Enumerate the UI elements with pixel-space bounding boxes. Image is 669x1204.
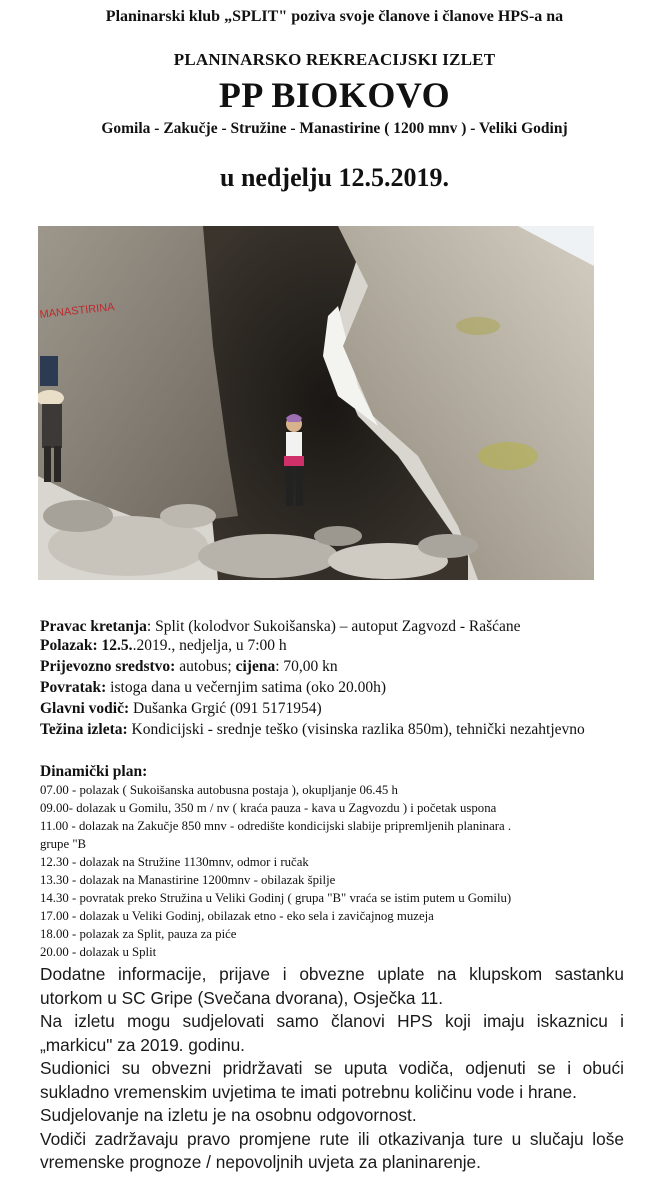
departure-row xyxy=(40,636,630,655)
cave-photo xyxy=(38,226,594,580)
transport-value: autobus; xyxy=(175,658,236,675)
plan-item: 20.00 - dolazak u Split xyxy=(40,945,157,959)
return-value: istoga dana u večernjim satima (oko 20.00h) xyxy=(106,679,387,696)
return-row xyxy=(40,678,630,697)
route-line: Gomila - Zakučje - Stružine - Manastirine ( 1200 mnv ) - Veliki Godinj xyxy=(101,120,568,137)
note-paragraph: Sudjelovanje na izletu je na osobnu odgovornost. xyxy=(40,1105,417,1125)
direction-label: Pravac kretanja xyxy=(40,618,147,635)
plan-label: Dinamički plan: xyxy=(40,763,148,780)
page-title: PP BIOKOVO xyxy=(218,75,451,115)
price-label: cijena xyxy=(235,658,276,675)
plan-item: 18.00 - polazak za Split, pauza za piće xyxy=(40,927,237,941)
price-value: : 70,00 kn xyxy=(275,658,338,675)
transport-row xyxy=(40,657,630,676)
note-paragraph: Dodatne informacije, prijave i obvezne uplate na klupskom sastanku utorkom u SC Gripe (Svečana dvorana), Osječka 11. xyxy=(40,964,624,1008)
return-label: Povratak: xyxy=(40,679,107,696)
plan-label-row xyxy=(40,762,630,781)
plan-item: 13.30 - dolazak na Manastirine 1200mnv - obilazak špilje xyxy=(40,873,336,887)
note-paragraph: Sudionici su obvezni pridržavati se uputa vodiča, odjenuti se i obući sukladno vremenskim uvjetima te imati potrebnu količinu vode i hrane. xyxy=(40,1058,624,1102)
guide-label: Glavni vodič: xyxy=(40,700,130,717)
event-date: u nedjelju 12.5.2019. xyxy=(220,163,449,192)
difficulty-row xyxy=(40,720,630,739)
cave-photo-icon xyxy=(38,226,594,580)
note-paragraph: Vodiči zadržavaju pravo promjene rute ili otkazivanja ture u slučaju loše vremenske prognoze / nepovoljnih uvjeta za planinarenje. xyxy=(40,1128,624,1172)
plan-item: 17.00 - dolazak u Veliki Godinj, obilazak etno - eko sela i zavičajnog muzeja xyxy=(40,909,434,923)
difficulty-value: Kondicijski - srednje teško (visinska razlika 850m), tehnički nezahtjevno xyxy=(127,721,585,738)
plan-item: 11.00 - dolazak na Zakučje 850 mnv - odredište kondicijski slabije pripremljenih planinara . xyxy=(40,819,512,833)
plan-item: 14.30 - povratak preko Stružina u Veliki Godinj ( grupa "B" vraća se istim putem u Gomilu) xyxy=(40,891,512,905)
direction-row xyxy=(40,617,630,636)
trail-mark-text: MANASTIRINA xyxy=(39,301,116,321)
notes-block xyxy=(40,963,624,1175)
intro-line: Planinarski klub „SPLIT" poziva svoje članove i članove HPS-a na xyxy=(105,8,564,25)
event-kind: PLANINARSKO REKREACIJSKI IZLET xyxy=(173,50,496,69)
departure-label: Polazak: 12.5. xyxy=(40,637,133,654)
note-paragraph: Na izletu mogu sudjelovati samo članovi HPS koji imaju iskaznicu i „markicu" za 2019. godinu. xyxy=(40,1011,624,1055)
departure-value: .2019., nedjelja, u 7:00 h xyxy=(132,637,287,654)
plan-item: 07.00 - polazak ( Sukoišanska autobusna postaja ), okupljanje 06.45 h xyxy=(40,783,398,797)
plan-item: 09.00- dolazak u Gomilu, 350 m / nv ( kraća pauza - kava u Zagvozdu ) i početak uspona xyxy=(40,801,497,815)
difficulty-label: Težina izleta: xyxy=(40,721,128,738)
guide-row xyxy=(40,699,630,718)
plan-item: grupe "B xyxy=(40,837,87,851)
plan-item: 12.30 - dolazak na Stružine 1130mnv, odmor i ručak xyxy=(40,855,309,869)
direction-value: : Split (kolodvor Sukoišanska) – autoput Zagvozd - Rašćane xyxy=(146,618,521,635)
transport-label: Prijevozno sredstvo: xyxy=(40,658,176,675)
guide-value: Dušanka Grgić (091 5171954) xyxy=(129,700,322,717)
